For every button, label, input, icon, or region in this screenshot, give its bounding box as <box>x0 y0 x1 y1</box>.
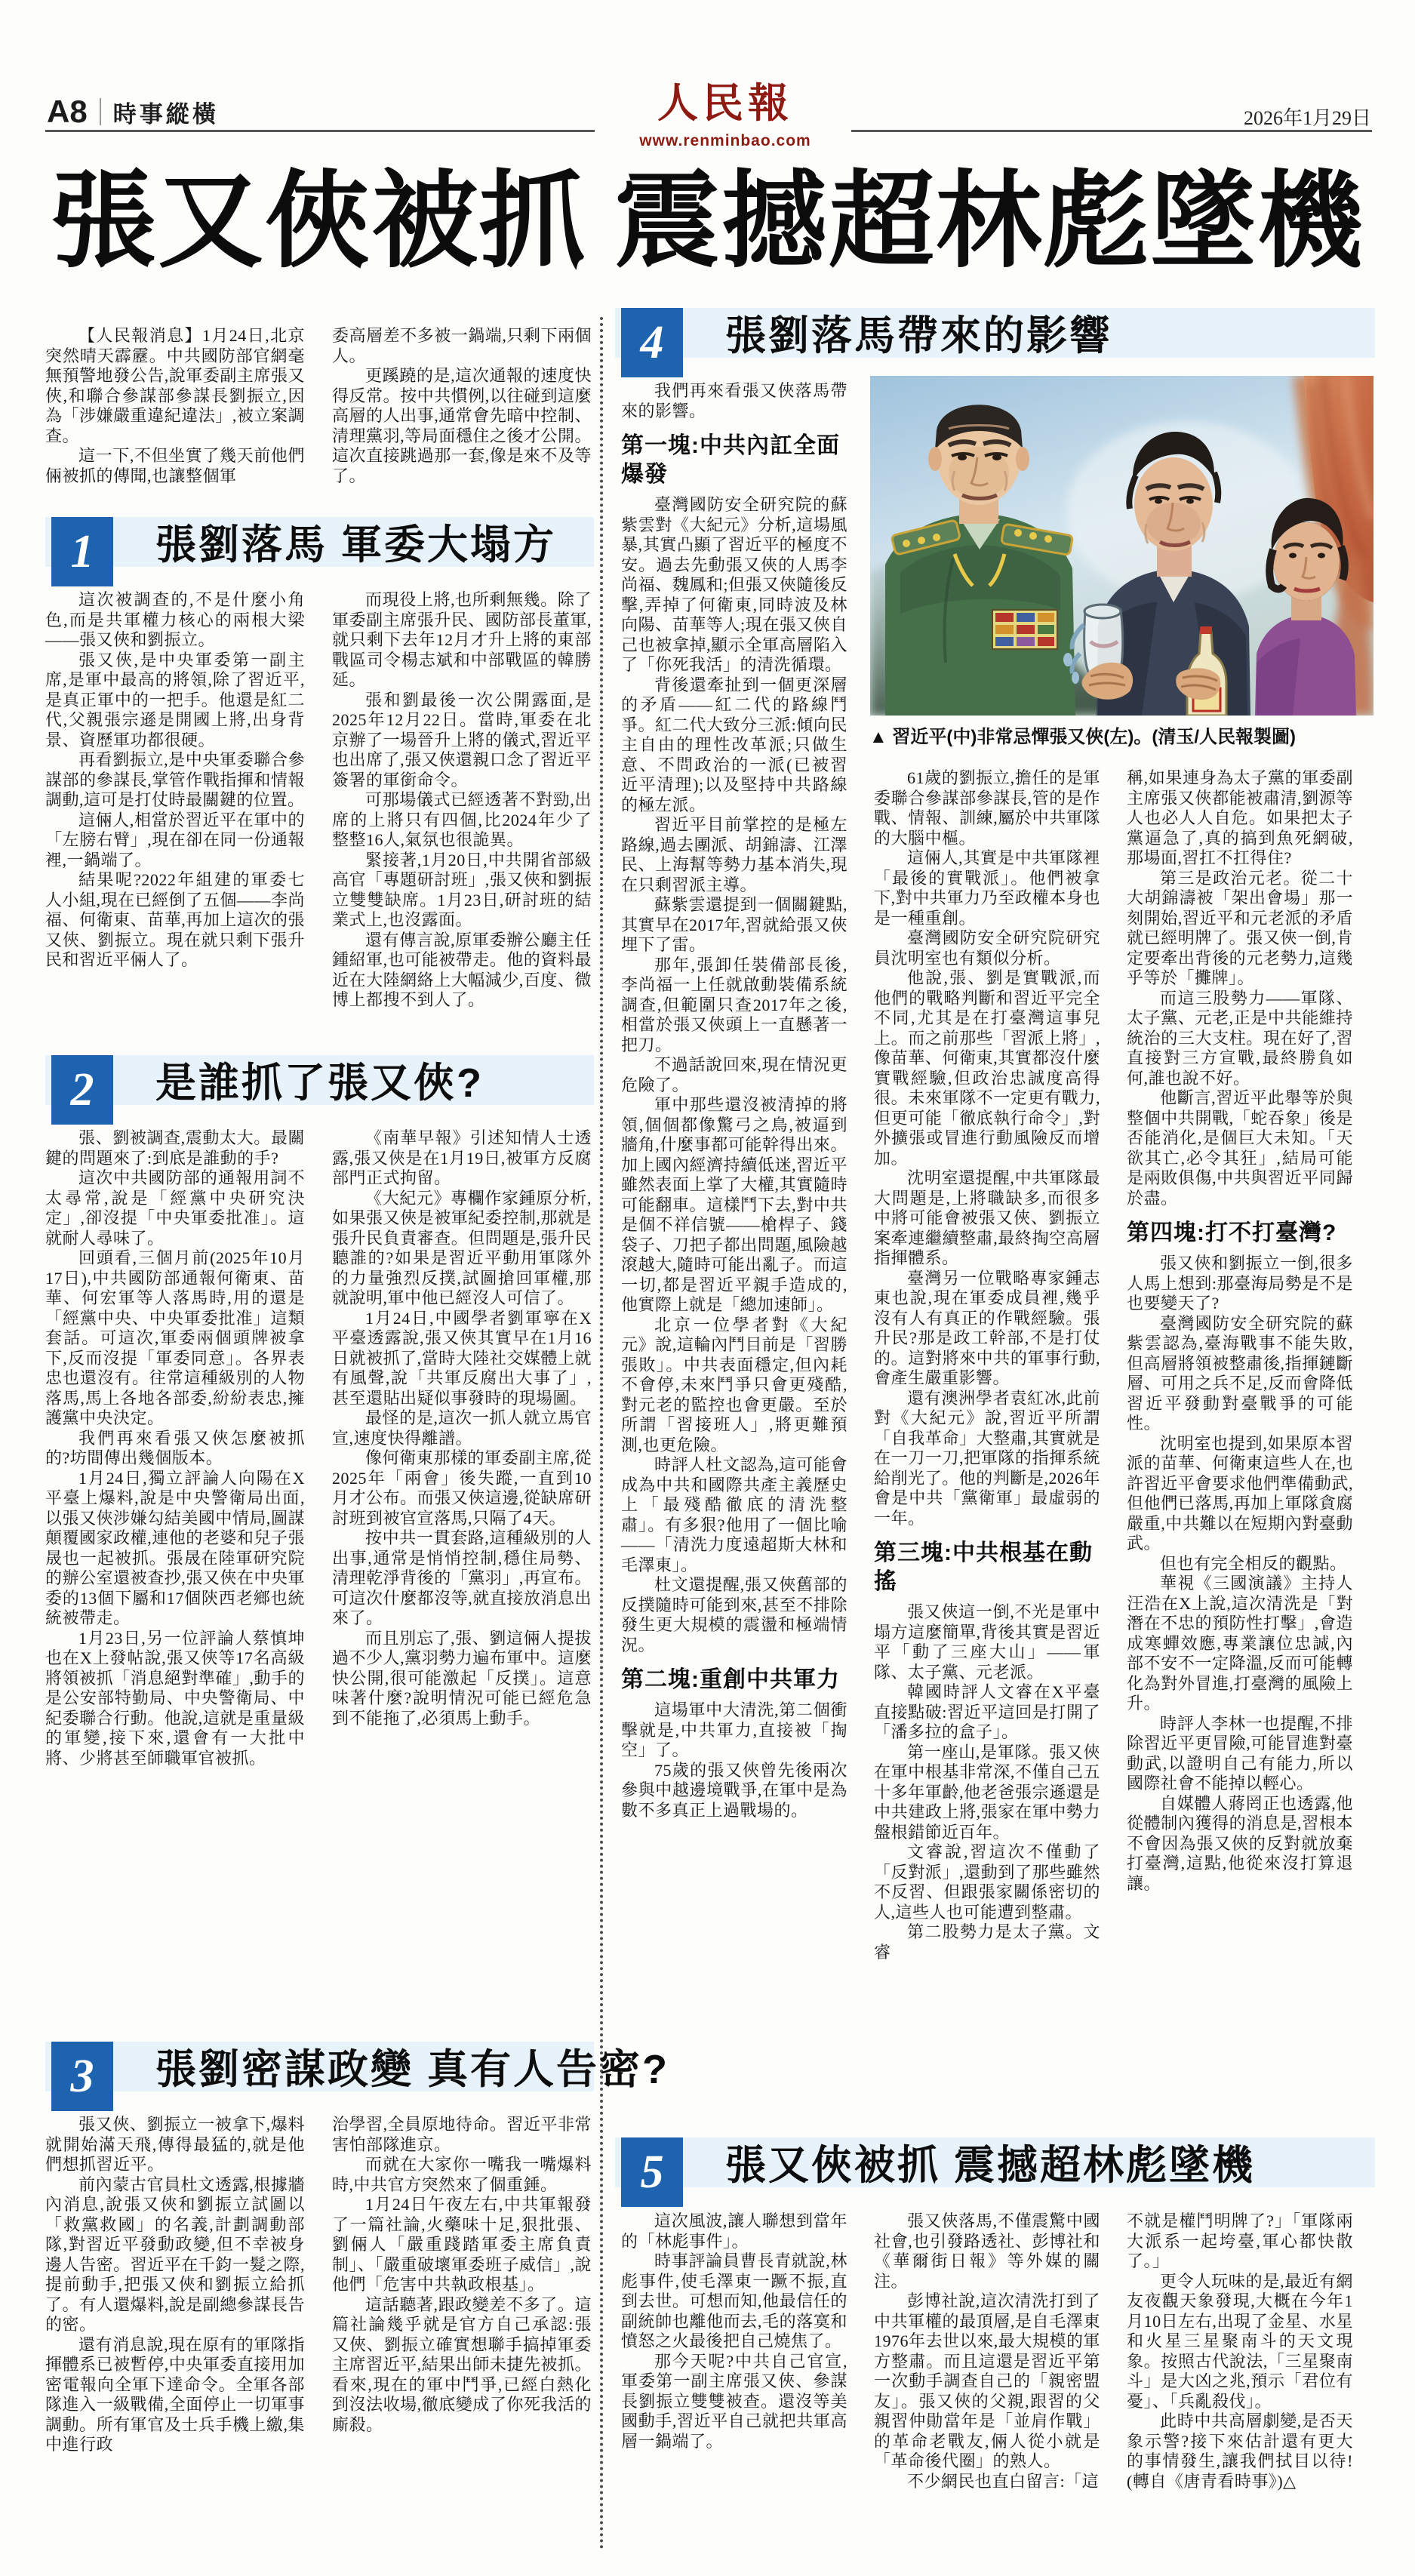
section-2-number: 2 <box>51 1055 113 1125</box>
kicker-divider <box>100 98 101 125</box>
paragraph: 而這三股勢力——軍隊、太子黨、元老,正是中共能維持統治的三大支柱。現在好了,習直接對三方宣戰,最終勝負如何,誰也說不好。 <box>1127 988 1353 1088</box>
paragraph: 但也有完全相反的觀點。 <box>1160 1553 1347 1573</box>
section-1-number: 1 <box>51 517 113 586</box>
section-1-column-1 <box>45 590 305 971</box>
paragraph: 背後還牽扯到一個更深層的矛盾——紅二代的路線鬥爭。紅二代大致分三派:傾向民主自由的理性改革派;只做生意、不問政治的一派(已被習近平清理);以及堅持中共路線的極左派。 <box>621 675 847 814</box>
paragraph: 這次被調查的,不是什麼小角色,而是共軍權力核心的兩根大梁——張又俠和劉振立。 <box>45 590 305 649</box>
section-label: 時事縱橫 <box>112 100 219 128</box>
paragraph: 1月24日,獨立評論人向陽在X平臺上爆料,說是中央警衛局出面,以張又俠涉嫌勾結美國中情局,圖謀顛覆國家政權,連他的老婆和兒子張晟也一起被抓。張晟在陸軍研究院的辦公室還被查抄,張又俠在中央軍委的13個下屬和17個陝西老鄉也統統被帶走。 <box>45 1468 305 1627</box>
paragraph: 1月24日,中國學者劉軍寧在X平臺透露說,張又俠其實早在1月16日就被抓了,當時大陸社交媒體上就有風聲,說「共軍反腐出大事了」,甚至還貼出疑似事發時的現場圖。 <box>332 1308 592 1408</box>
paragraph: 沈明室還提醒,中共軍隊最大問題是,上將職缺多,而很多中將可能會被張又俠、劉振立案牽連繼續整肅,最終掏空高層指揮體系。 <box>874 1168 1100 1267</box>
paragraph: 而且別忘了,張、劉這倆人提拔過不少人,黨羽勢力遍布軍中。這麼快公開,很可能激起「反撲」。這意味著什麼?說明情況可能已經危急到不能拖了,必須馬上動手。 <box>332 1628 592 1728</box>
paragraph: 稱,如果連身為太子黨的軍委副主席張又俠都能被肅清,劉源等人也必人人自危。如果把太子黨逼急了,真的搞到魚死網破,那場面,習扛不扛得住? <box>1127 768 1353 867</box>
paragraph: 時評人李林一也提醒,不排除習近平更冒險,可能冒進對臺動武,以證明自己有能力,所以國際社會不能掉以輕心。 <box>1127 1713 1353 1793</box>
paragraph: 這話聽著,跟政變差不多了。這篇社論幾乎就是官方自己承認:張又俠、劉振立確實想聯手搞掉軍委主席習近平,結果出師未捷先被抓。看來,現在的軍中鬥爭,已經白熱化到沒法收場,徹底變成了你死我活的廝殺。 <box>332 2294 592 2434</box>
section-2-column-2 <box>332 1128 592 1728</box>
paragraph: 不少網民也直白留言:「這 <box>907 2471 1100 2491</box>
section-5-title: 張又俠被抓 震撼超林彪墜機 <box>725 2143 1256 2188</box>
paragraph: 不過話說回來,現在情況更危險了。 <box>621 1055 847 1094</box>
paragraph: 委高層差不多被一鍋端,只剩下兩個人。 <box>332 326 592 365</box>
paragraph: 彭博社說,這次清洗打到了中共軍權的最頂層,是自毛澤東1976年去世以來,最大規模的軍方整肅。而且這還是習近平第一次動手調查自己的「親密盟友」。張又俠的父親,跟習的父親習仲勛當年是「並肩作戰」的革命老戰友,倆人從小就是「革命後代圈」的熟人。 <box>874 2291 1100 2470</box>
paragraph: 張又俠、劉振立一被拿下,爆料就開始滿天飛,傳得最猛的,就是他們想抓習近平。 <box>45 2115 305 2174</box>
section-1-column-2 <box>332 590 592 1011</box>
paragraph: 這倆人,其實是中共軍隊裡「最後的實戰派」。他們被拿下,對中共軍力乃至政權本身也是一種重創。 <box>874 848 1100 928</box>
paragraph: 《大紀元》專欄作家鍾原分析,如果張又俠是被軍紀委控制,那就是張升民負責審查。但問題是,張升民聽誰的?如果是習近平動用軍隊外的力量強烈反撲,試圖搶回軍權,那就說明,軍中他已經沒人可信了。 <box>332 1188 592 1307</box>
masthead-rule-right <box>851 130 1372 132</box>
paragraph: 他斷言,習近平此舉等於與整個中共開戰,「蛇吞象」後是否能消化,是個巨大未知。「天欲其亡,必令其狂」,結局可能是兩敗俱傷,中共與習近平同歸於盡。 <box>1127 1088 1353 1208</box>
paragraph: 張又俠這一倒,不光是軍中塌方這麼簡單,背後其實是習近平「動了三座大山」——軍隊、太子黨、元老派。 <box>874 1602 1100 1682</box>
paragraph: 1月24日午夜左右,中共軍報發了一篇社論,火藥味十足,狠批張、劉倆人「嚴重踐踏軍委主席負責制」、「嚴重破壞軍委班子威信」,說他們「危害中共執政根基」。 <box>332 2195 592 2294</box>
section-1-title: 張劉落馬 軍委大塌方 <box>155 522 557 568</box>
paragraph: 杜文還提醒,張又俠舊部的反撲隨時可能到來,甚至不排除發生更大規模的震盪和極端情況。 <box>621 1575 847 1654</box>
section-5-column-a <box>621 2211 847 2451</box>
newspaper-logo <box>604 71 847 150</box>
section-4-column-a <box>621 381 847 1820</box>
paragraph: 臺灣另一位戰略專家鍾志東也說,現在軍委成員裡,幾乎沒有人有真正的作戰經驗。張升民?那是政工幹部,不是打仗的。這對將來中共的軍事行動,會產生嚴重影響。 <box>874 1268 1100 1387</box>
paragraph: 《南華早報》引述知情人士透露,張又俠是在1月19日,被軍方反腐部門正式拘留。 <box>332 1128 592 1187</box>
paragraph: 臺灣國防安全研究院研究員沈明室也有類似分析。 <box>874 928 1100 968</box>
sub-heading: 第一塊:中共內訌全面爆發 <box>621 433 840 487</box>
sub-heading: 第四塊:打不打臺灣? <box>1127 1220 1337 1245</box>
paragraph: 張又俠落馬,不僅震驚中國社會,也引發路透社、彭博社和《華爾街日報》等外媒的關注。 <box>874 2211 1100 2291</box>
paragraph: 這一下,不但坐實了幾天前他們倆被抓的傳聞,也讓整個軍 <box>45 446 305 485</box>
paragraph: 張又俠,是中央軍委第一副主席,是軍中最高的將領,除了習近平,是真正軍中的一把手。他還是紅二代,父親張宗遜是開國上將,出身背景、資歷軍功都很硬。 <box>45 650 305 749</box>
page-kicker <box>47 94 219 130</box>
paragraph: 時事評論員曹長青就說,林彪事件,使毛澤東一蹶不振,直到去世。可想而知,他最信任的副統帥也離他而去,毛的落寞和憤怒之火最後把自己燒焦了。 <box>621 2251 847 2350</box>
paragraph: 韓國時評人文睿在X平臺直接點破:習近平這回是打開了「潘多拉的盒子」。 <box>874 1682 1100 1741</box>
paragraph: 75歲的張又俠曾先後兩次參與中越邊境戰爭,在軍中是為數不多真正上過戰場的。 <box>621 1760 847 1820</box>
section-2-title: 是誰抓了張又俠? <box>155 1060 484 1106</box>
intro-column-2 <box>332 326 592 486</box>
section-4-column-c <box>1127 768 1353 1894</box>
paragraph: 而就在大家你一嘴我一嘴爆料時,中共官方突然來了個重錘。 <box>332 2155 592 2194</box>
paragraph: 張和劉最後一次公開露面,是2025年12月22日。當時,軍委在北京辦了一場晉升上將的儀式,習近平也出席了,張又俠還親口念了習近平簽署的軍銜命令。 <box>332 690 592 789</box>
section-2-column-1 <box>45 1128 305 1768</box>
masthead-rule-left <box>45 130 595 132</box>
section-3-number: 3 <box>51 2042 113 2111</box>
paragraph: 臺灣國防安全研究院的蘇紫雲對《大紀元》分析,這場風暴,其實凸顯了習近平的極度不安。過去先動張又俠的人馬李尚福、魏鳳和;但張又俠隨後反擊,弄掉了何衛東,同時波及林向陽、苗華等人;現在張又俠自己也被拿掉,顯示全軍高層陷入了「你死我活」的清洗循環。 <box>621 495 847 674</box>
paragraph: 自媒體人蔣罔正也透露,他從體制內獲得的消息是,習根本不會因為張又俠的反對就放棄打臺灣,這點,他從來沒打算退讓。 <box>1127 1793 1353 1893</box>
illustration-caption: ▲ 習近平(中)非常忌憚張又俠(左)。(清玉/人民報製圖) <box>869 727 1297 747</box>
paragraph: 第二股勢力是太子黨。文睿 <box>874 1922 1100 1962</box>
paragraph: 回頭看,三個月前(2025年10月17日),中共國防部通報何衛東、苗華、何宏軍等人落馬時,用的還是「經黨中央、中央軍委批准」這類套話。可這次,軍委兩個頭牌被拿下,反而沒提「軍委同意」。各界表忠也還沒有。往常這種級別的人物落馬,馬上各地各部委,紛紛表忠,擁護黨中央決定。 <box>45 1248 305 1427</box>
section-5-column-c <box>1127 2211 1353 2491</box>
paragraph: 還有傳言說,原軍委辦公廳主任鍾紹軍,也可能被帶走。他的資料最近在大陸網絡上大幅減少,百度、微博上都搜不到人了。 <box>332 930 592 1009</box>
paragraph: 治學習,全員原地待命。習近平非常害怕部隊進京。 <box>332 2115 592 2154</box>
date-label: 2026年1月29日 <box>1243 107 1371 129</box>
paragraph: 更令人玩味的是,最近有網友夜觀天象發現,大概在今年1月10日左右,出現了金星、水星和火星三星聚南斗的天文現象。按照古代說法,「三星聚南斗」是大凶之兆,預示「君位有憂」、「兵亂殺伐」。 <box>1127 2271 1353 2411</box>
paragraph: 前內蒙古官員杜文透露,根據牆內消息,說張又俠和劉振立試圖以「救黨救國」的名義,計劃調動部隊,對習近平發動政變,但不幸被身邊人告密。習近平在千鈞一髮之際,提前動手,把張又俠和劉振立給抓了。有人還爆料,說是副總參謀長告的密。 <box>45 2174 305 2334</box>
paragraph: 我們再來看張又俠落馬帶來的影響。 <box>621 381 847 420</box>
paragraph: 沈明室也提到,如果原本習派的苗華、何衛東這些人在,也許習近平會要求他們準備動武,但他們已落馬,再加上軍隊貪腐嚴重,中共難以在短期內對臺動武。 <box>1127 1433 1353 1553</box>
page-number: A8 <box>47 94 88 129</box>
logo-url: www.renminbao.com <box>639 132 811 149</box>
section-3-column-1 <box>45 2115 305 2455</box>
paragraph: 文睿說,習這次不僅動了「反對派」,還動到了那些雖然不反習、但跟張家關係密切的人,這些人也可能遭到整肅。 <box>874 1842 1100 1922</box>
section-3-column-2 <box>332 2115 592 2435</box>
paragraph: 再看劉振立,是中央軍委聯合參謀部的參謀長,掌管作戰指揮和情報調動,這可是打仗時最關鍵的位置。 <box>45 750 305 809</box>
paragraph: 此時中共高層劇變,是否天象示警?接下來估計還有更大的事情發生,讓我們拭目以待!(轉自《唐青看時事》)△ <box>1127 2411 1353 2491</box>
paragraph: 還有消息說,現在原有的軍隊指揮體系已被暫停,中央軍委直接用加密電報向全軍下達命令。全軍各部隊進入一級戰備,全面停止一切軍事調動。所有軍官及士兵手機上繳,集中進行政 <box>45 2334 305 2454</box>
paragraph: 按中共一貫套路,這種級別的人出事,通常是悄悄控制,穩住局勢、清理乾淨背後的「黨羽」,再宣布。可這次什麼都沒等,就直接放消息出來了。 <box>332 1528 592 1627</box>
paragraph: 1月23日,另一位評論人蔡慎坤也在X上發帖說,張又俠等17名高級將領被抓「消息絕對準確」,動手的是公安部特勤局、中央警衛局、中紀委聯合行動。他說,這就是重量級的軍變,接下來,還會有一大批中將、少將甚至師職軍官被抓。 <box>45 1628 305 1768</box>
paragraph: 這次風波,讓人聯想到當年的「林彪事件」。 <box>621 2211 847 2251</box>
section-2-header <box>45 1055 594 1116</box>
paragraph: 第一座山,是軍隊。張又俠在軍中根基非常深,不僅自己五十多年軍齡,他老爸張宗遜還是中共建政上將,張家在軍中勢力盤根錯節近百年。 <box>874 1742 1100 1842</box>
paragraph: 臺灣國防安全研究院的蘇紫雲認為,臺海戰事不能失敗,但高層將領被整肅後,指揮鏈斷層、可用之兵不足,反而會降低習近平發動對臺戰爭的可能性。 <box>1127 1313 1353 1433</box>
section-5-header <box>615 2137 1375 2198</box>
section-3-title: 張劉密謀政變 真有人告密? <box>155 2047 669 2092</box>
paragraph: 那今天呢?中共自己官宣,軍委第一副主席張又俠、參謀長劉振立雙雙被查。還沒等美國動手,習近平自己就把共軍高層一鍋端了。 <box>621 2351 847 2451</box>
editorial-illustration <box>870 376 1373 716</box>
paragraph: 蘇紫雲還提到一個關鍵點,其實早在2017年,習就給張又俠埋下了雷。 <box>621 895 847 954</box>
paragraph: 可那場儀式已經透著不對勁,出席的上將只有四個,比2024年少了整整16人,氣氛也很詭異。 <box>332 790 592 849</box>
paragraph: 而現役上將,也所剩無幾。除了軍委副主席張升民、國防部長董軍,就只剩下去年12月才升上將的東部戰區司令楊志斌和中部戰區的韓勝延。 <box>332 590 592 689</box>
watercolor-painting <box>870 376 1373 716</box>
paragraph: 時評人杜文認為,這可能會成為中共和國際共產主義歷史上「最殘酷徹底的清洗整肅」。有多狠?他用了一個比喻——「清洗力度遠超斯大林和毛澤東」。 <box>621 1455 847 1574</box>
intro-column-1 <box>45 326 305 486</box>
paragraph: 最怪的是,這次一抓人就立馬官宣,速度快得離譜。 <box>332 1408 592 1448</box>
paragraph: 第三是政治元老。從二十大胡錦濤被「架出會場」那一刻開始,習近平和元老派的矛盾就已經明牌了。張又俠一倒,肯定要牽出背後的元老勢力,這幾乎等於「攤牌」。 <box>1127 868 1353 987</box>
paragraph: 這場軍中大清洗,第二個衝擊就是,中共軍力,直接被「掏空」了。 <box>621 1700 847 1759</box>
section-1-header <box>45 517 594 577</box>
paragraph: 還有澳洲學者袁紅冰,此前對《大紀元》說,習近平所謂「自我革命」大整肅,其實就是在一刀一刀,把軍隊的指揮系統給削光了。他的判斷是,2026年會是中共「黨衛軍」最虛弱的一年。 <box>874 1388 1100 1528</box>
paragraph: 張、劉被調查,震動太大。最關鍵的問題來了:到底是誰動的手? <box>45 1128 305 1168</box>
section-4-header <box>615 308 1375 368</box>
section-4-number: 4 <box>621 308 683 377</box>
paragraph: 61歲的劉振立,擔任的是軍委聯合參謀部參謀長,管的是作戰、情報、訓練,屬於中共軍隊的大腦中樞。 <box>874 768 1100 848</box>
paragraph: 【人民報消息】1月24日,北京突然晴天霹靂。中共國防部官網毫無預警地發公告,說軍委副主席張又俠,和聯合參謀部參謀長劉振立,因為「涉嫌嚴重違紀違法」,被立案調查。 <box>45 326 305 445</box>
paragraph: 華視《三國演議》主持人汪浩在X上說,這次清洗是「對潛在不忠的預防性打擊」,會造成寒蟬效應,專業讓位忠誠,內部不安不一定降溫,反而可能轉化為對外冒進,打臺灣的風險上升。 <box>1127 1574 1353 1713</box>
paragraph: 這倆人,相當於習近平在軍中的「左膀右臂」,現在卻在同一份通報裡,一鍋端了。 <box>45 810 305 869</box>
section-4-title: 張劉落馬帶來的影響 <box>725 313 1112 359</box>
section-3-header <box>45 2042 669 2102</box>
paragraph: 那年,張卸任裝備部長後,李尚福一上任就啟動裝備系統調查,但範圍只查2017年之後,相當於張又俠頭上一直懸著一把刀。 <box>621 955 847 1054</box>
sub-heading: 第二塊:重創中共軍力 <box>621 1667 840 1692</box>
paragraph: 結果呢?2022年組建的軍委七人小組,現在已經倒了五個——李尚福、何衛東、苗華,再加上這次的張又俠、劉振立。現在就只剩下張升民和習近平倆人了。 <box>45 870 305 969</box>
paragraph: 這次中共國防部的通報用詞不太尋常,說是「經黨中央研究決定」,卻沒提「中央軍委批准」。這就耐人尋味了。 <box>45 1168 305 1248</box>
ribbon-rack <box>992 610 1057 649</box>
logo-name: 人民報 <box>657 81 793 126</box>
paragraph: 軍中那些還沒被清掉的將領,個個都像驚弓之鳥,被逼到牆角,什麼事都可能幹得出來。加上國內經濟持續低迷,習近平雖然表面上掌了大權,其實隨時可能翻車。這樣鬥下去,對中共是個不祥信號——槍桿子、錢袋子、刀把子都出問題,風險越滾越大,隨時可能出亂子。而這一切,都是習近平親手造成的,他實際上就是「總加速師」。 <box>621 1095 847 1314</box>
paragraph: 習近平目前掌控的是極左路線,過去團派、胡錦濤、江澤民、上海幫等勢力基本消失,現在只剩習派主導。 <box>621 815 847 894</box>
sub-heading: 第三塊:中共根基在動搖 <box>874 1540 1093 1594</box>
paragraph: 更蹊蹺的是,這次通報的速度快得反常。按中共慣例,以往碰到這麼高層的人出事,通常會先暗中控制、清理黨羽,等局面穩住之後才公開。這次直接跳過那一套,像是來不及等了。 <box>332 366 592 485</box>
paragraph: 緊接著,1月20日,中共開省部級高官「專題研討班」,張又俠和劉振立雙雙缺席。1月23日,研討班的結業式上,也沒露面。 <box>332 850 592 929</box>
paragraph: 他說,張、劉是實戰派,而他們的戰略判斷和習近平完全不同,尤其是在打臺灣這事兒上。而之前那些「習派上將」,像苗華、何衛東,其實都沒什麼實戰經驗,但政治忠誠度高得很。未來軍隊不一定更有戰力,但更可能「徹底執行命令」,對外擴張或冒進行動風險反而增加。 <box>874 968 1100 1168</box>
column-divider <box>600 317 603 2551</box>
section-4-column-b <box>874 768 1100 1962</box>
section-5-column-b <box>874 2211 1100 2491</box>
paragraph: 不就是權鬥明牌了?」「軍隊兩大派系一起垮臺,軍心都快散了。」 <box>1127 2211 1353 2270</box>
paragraph: 北京一位學者對《大紀元》說,這輪內鬥目前是「習勝張敗」。中共表面穩定,但內耗不會停,未來鬥爭只會更殘酷,對元老的監控也會更嚴。至於所謂「習接班人」,將更難預測,也更危險。 <box>621 1315 847 1454</box>
paragraph: 我們再來看張又俠怎麼被抓的?坊間傳出幾個版本。 <box>45 1428 305 1467</box>
paragraph: 張又俠和劉振立一倒,很多人馬上想到:那臺海局勢是不是也要變天了? <box>1127 1254 1353 1313</box>
paragraph: 像何衛東那樣的軍委副主席,從2025年「兩會」後失蹤,一直到10月才公布。而張又俠這邊,從缺席研討班到被官宣落馬,只隔了4天。 <box>332 1448 592 1528</box>
section-5-number: 5 <box>621 2137 683 2207</box>
main-headline: 張又俠被抓 震撼超林彪墜機 <box>50 164 1364 281</box>
